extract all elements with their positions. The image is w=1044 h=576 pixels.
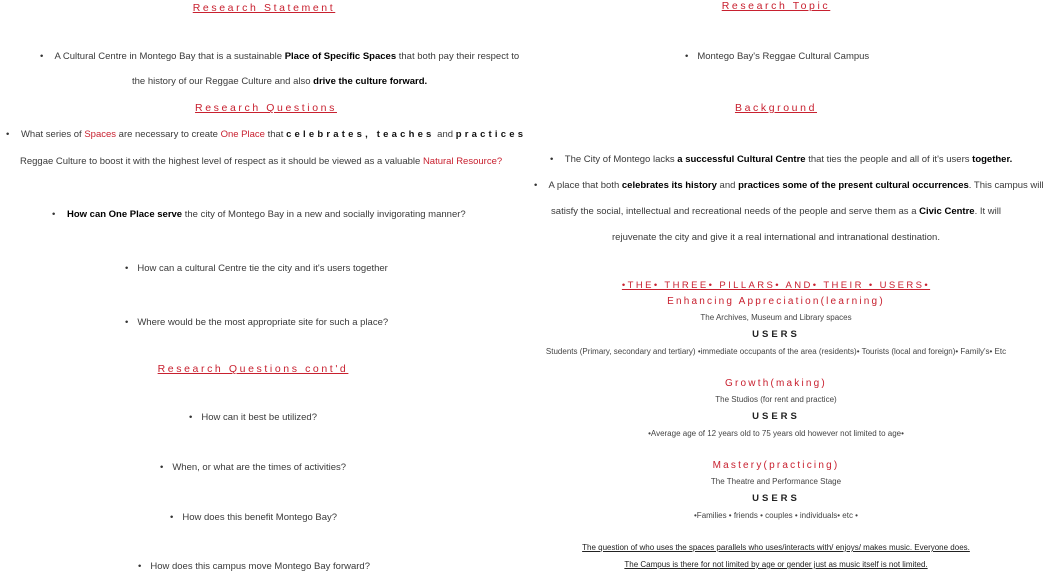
contd-question-4: • How does this campus move Montego Bay forward? xyxy=(138,561,370,572)
question-text: are necessary to create xyxy=(116,129,221,140)
pillar-name: Mastery xyxy=(712,460,764,471)
background-item-1 xyxy=(550,154,1012,165)
statement-emphasis: drive the culture forward. xyxy=(313,76,428,87)
background-text: . It will xyxy=(974,206,1001,217)
research-statement-line2 xyxy=(132,76,427,87)
question-emphasis: Natural Resource? xyxy=(422,156,503,167)
pillar-3-users: •Families • friends • couples • individuals• etc • xyxy=(694,511,858,520)
question-emphasis: Spaces xyxy=(84,129,117,140)
background-text: A place that both xyxy=(548,180,622,191)
question-4: • Where would be the most appropriate site for such a place? xyxy=(125,317,388,328)
pillar-name: Growth xyxy=(725,378,771,389)
background-emphasis: practices some of the present cultural occurrences xyxy=(738,180,969,191)
pillar-1-users: Students (Primary, secondary and tertiary) •immediate occupants of the area (residents)• Tourists (local and foreign)• Family's• Etc xyxy=(545,347,1007,356)
research-questions-contd-heading: Research Questions cont'd xyxy=(157,363,349,375)
pillar-2-title xyxy=(528,378,1024,389)
research-questions-heading: Research Questions xyxy=(195,102,337,114)
pillar-3-title xyxy=(528,460,1024,471)
background-text: satisfy the social, intellectual and recreational needs of the people and serve them as a xyxy=(551,206,920,217)
background-emphasis: together. xyxy=(972,154,1013,165)
pillar-subtitle: (learning) xyxy=(820,296,885,307)
statement-emphasis: Place of Specific Spaces xyxy=(284,51,397,62)
pillar-1-users-label: USERS xyxy=(752,329,800,340)
background-item-2 xyxy=(534,180,1044,191)
question-emphasis: One Place xyxy=(220,129,265,140)
background-heading: Background xyxy=(734,102,818,114)
research-topic-item: • Montego Bay's Reggae Cultural Campus xyxy=(685,51,869,62)
background-text: and xyxy=(716,180,739,191)
research-topic-heading: Research Topic xyxy=(721,0,831,12)
pillar-3-users-label: USERS xyxy=(752,493,800,504)
statement-text: that both pay their respect to xyxy=(396,51,520,62)
question-keywords: practices xyxy=(455,129,527,140)
background-text: that ties the people and all of it's users xyxy=(805,154,973,165)
pillar-1-description: The Archives, Museum and Library spaces xyxy=(700,313,852,322)
pillar-2-users: •Average age of 12 years old to 75 years old however not limited to age• xyxy=(648,429,904,438)
pillar-3-description: The Theatre and Performance Stage xyxy=(710,477,842,486)
statement-text: A Cultural Centre in Montego Bay that is a sustainable xyxy=(54,51,285,62)
closing-line-1: The question of who uses the spaces parallels who uses/interacts with/ enjoys/ makes music. Everyone does. xyxy=(582,543,970,552)
closing-line-2: The Campus is there for not limited by age or gender just as music itself is not limited. xyxy=(624,560,928,569)
contd-question-1: • How can it best be utilized? xyxy=(189,412,317,423)
pillars-heading: •THE• THREE• PILLARS• AND• THEIR • USERS• xyxy=(621,280,931,291)
question-text: What series of xyxy=(20,129,85,140)
pillar-subtitle: (making) xyxy=(770,378,827,389)
research-statement-heading: Research Statement xyxy=(192,2,336,14)
question-text: that xyxy=(264,129,287,140)
pillar-2-description: The Studios (for rent and practice) xyxy=(715,395,837,404)
question-1-line2 xyxy=(20,156,502,167)
pillar-2-users-label: USERS xyxy=(752,411,800,422)
background-item-2-line3: rejuvenate the city and give it a real international and intranational destination. xyxy=(612,232,940,243)
background-emphasis: celebrates its history xyxy=(621,180,717,191)
pillar-name: Enhancing Appreciation xyxy=(667,296,821,307)
background-emphasis: a successful Cultural Centre xyxy=(677,154,806,165)
question-text: Reggae Culture to boost it with the highest level of respect as it should be viewed as a valuable xyxy=(20,156,423,167)
pillar-1-title xyxy=(528,296,1024,307)
contd-question-3: • How does this benefit Montego Bay? xyxy=(170,512,337,523)
question-2 xyxy=(52,209,466,220)
question-emphasis: How can One Place serve xyxy=(66,209,183,220)
question-keywords: celebrates, teaches xyxy=(286,129,435,140)
background-item-2-line2 xyxy=(528,206,1024,217)
background-emphasis: Civic Centre xyxy=(919,206,975,217)
question-text: and xyxy=(434,129,456,140)
background-text: The City of Montego lacks xyxy=(564,154,678,165)
question-3: • How can a cultural Centre tie the city and it's users together xyxy=(125,263,388,274)
question-text: the city of Montego Bay in a new and socially invigorating manner? xyxy=(182,209,466,220)
pillar-subtitle: (practicing) xyxy=(763,460,840,471)
contd-question-2: • When, or what are the times of activities? xyxy=(160,462,346,473)
background-text: . This campus will xyxy=(968,180,1044,191)
research-statement-line1 xyxy=(40,51,519,62)
statement-text: the history of our Reggae Culture and also xyxy=(132,76,314,87)
question-1-line1 xyxy=(6,129,526,140)
